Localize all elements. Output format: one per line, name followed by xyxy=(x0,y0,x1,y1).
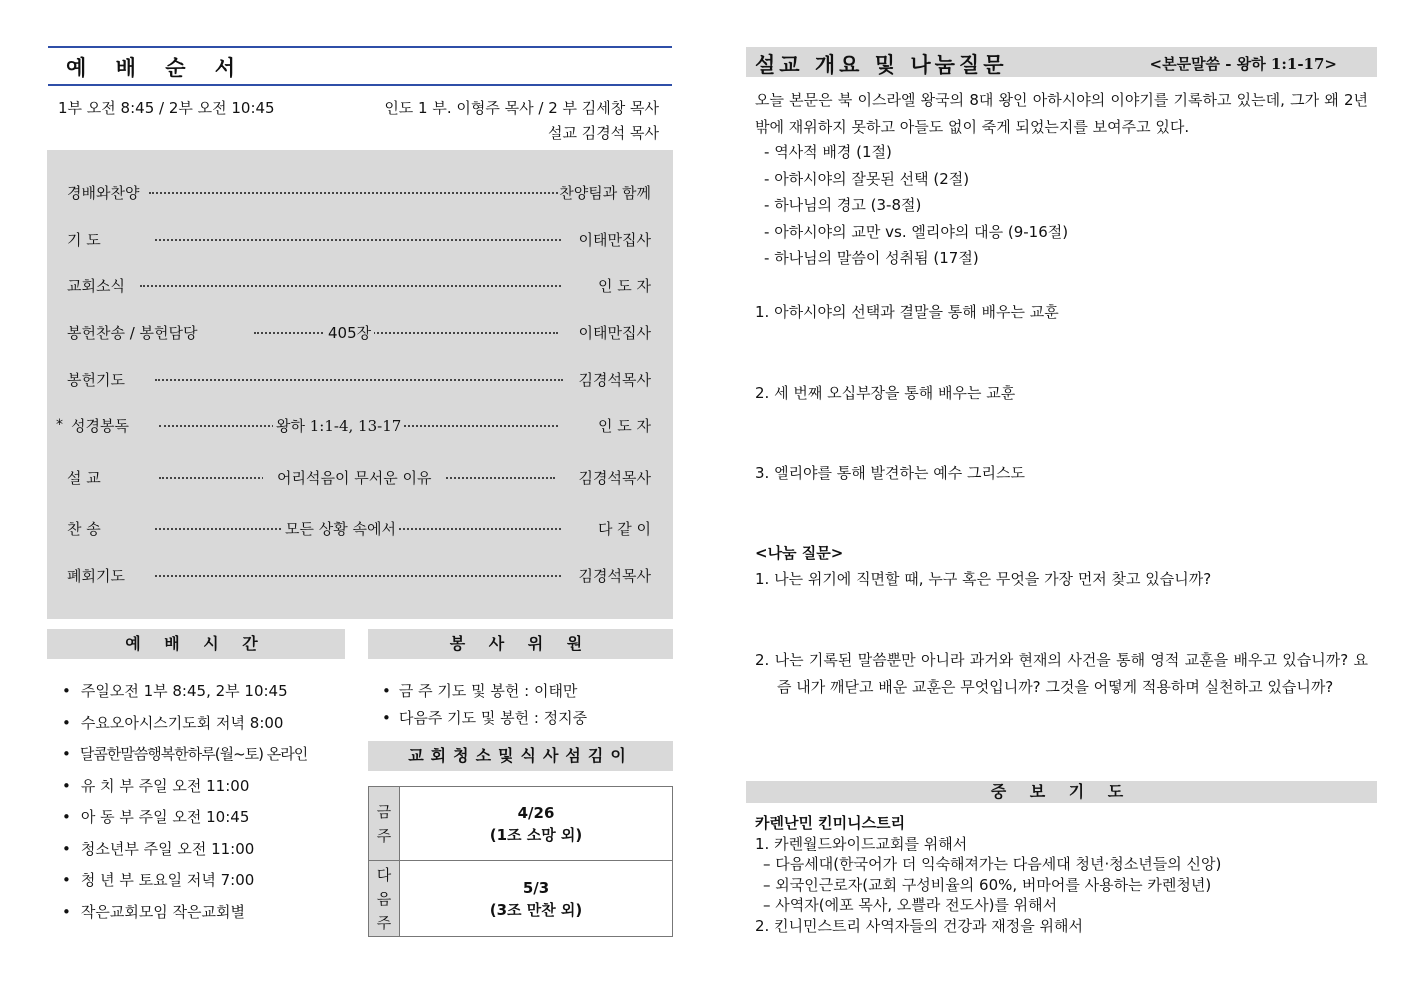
next-week-label xyxy=(369,861,400,936)
dotted-leader xyxy=(140,285,561,287)
lesson-point: 3. 엘리야를 통해 발견하는 예수 그리스도 xyxy=(755,464,1025,482)
outline-item: - 하나님의 경고 (3-8절) xyxy=(764,192,1068,219)
cleaning-team: (1조 소망 외) xyxy=(489,825,583,844)
order-item-detail: 405장 xyxy=(325,322,374,343)
service-committee-list xyxy=(382,678,587,732)
cleaning-date: 4/26 xyxy=(517,803,555,822)
sermon-line: 설교 김경석 목사 xyxy=(548,124,659,142)
outline-list xyxy=(764,139,1068,272)
order-item-name: 폐회기도 xyxy=(67,566,125,585)
order-row xyxy=(47,272,673,298)
sermon-outline-header xyxy=(746,47,1377,77)
cleaning-date: 5/3 xyxy=(522,878,550,897)
list-item: • 유 치 부 주일 오전 11:00 xyxy=(62,771,307,803)
order-item-value: 김경석목사 xyxy=(578,566,651,585)
dotted-leader xyxy=(149,192,558,194)
this-week-cell xyxy=(400,787,672,860)
worship-times-heading: 예 배 시 간 xyxy=(47,629,345,659)
order-item-name: 경배와찬양 xyxy=(67,183,140,202)
order-item-value: 이태만집사 xyxy=(578,323,651,342)
intercession-heading: 중 보 기 도 xyxy=(746,781,1377,803)
list-item: • 달콤한말씀행복한하루(월~토) 온라인 xyxy=(62,739,307,771)
label-char: 음 xyxy=(376,889,392,908)
worship-order-header xyxy=(48,46,672,86)
order-item-value: 찬양팀과 함께 xyxy=(559,183,651,202)
cleaning-team: (3조 만찬 외) xyxy=(489,900,583,919)
order-row xyxy=(47,515,673,541)
next-week-cell xyxy=(400,861,672,936)
order-row xyxy=(47,562,673,588)
lesson-point: 1. 아하시야의 선택과 결말을 통해 배우는 교훈 xyxy=(755,303,1059,321)
lesson-point: 2. 세 번째 오십부장을 통해 배우는 교훈 xyxy=(755,384,1016,402)
label-char: 주 xyxy=(376,826,392,845)
list-item: • 청 년 부 토요일 저녁 7:00 xyxy=(62,865,307,897)
list-item: • 금 주 기도 및 봉헌 : 이태만 xyxy=(382,678,587,705)
label-char: 다 xyxy=(376,865,392,884)
list-item: • 수요오아시스기도회 저녁 8:00 xyxy=(62,708,307,740)
order-item-name: 설 교 xyxy=(67,468,101,487)
dotted-leader xyxy=(254,332,558,334)
order-item-detail: 어리석음이 무서운 이유 xyxy=(263,467,445,488)
standing-mark: * xyxy=(56,417,63,433)
order-row xyxy=(47,464,673,490)
share-question-block xyxy=(755,647,1368,700)
outline-item: - 역사적 배경 (1절) xyxy=(764,139,1068,166)
prayer-subitem: – 사역자(에포 목사, 오쁠라 전도사)를 위해서 xyxy=(755,895,1221,916)
order-item-value: 김경석목사 xyxy=(578,370,651,389)
outline-item: - 아하시야의 교만 vs. 엘리야의 대응 (9-16절) xyxy=(764,219,1068,246)
dotted-leader xyxy=(155,379,563,381)
order-item-value: 이태만집사 xyxy=(578,230,651,249)
worship-order-box xyxy=(47,150,673,619)
order-item-detail: 왕하 1:1-4, 13-17 xyxy=(273,415,404,436)
share-questions-heading: <나눔 질문> xyxy=(755,544,844,562)
sermon-intro: 오늘 본문은 북 이스라엘 왕국의 8대 왕인 아하시야의 이야기를 기록하고 있는데, 그가 왜 2년밖에 재위하지 못하고 아들도 없이 죽게 되었는지를 보여주고 있다. xyxy=(755,91,1368,136)
worship-times-list xyxy=(62,676,307,928)
order-item-value: 인 도 자 xyxy=(597,416,651,435)
order-item-value: 인 도 자 xyxy=(597,276,651,295)
list-item: • 주일오전 1부 8:45, 2부 10:45 xyxy=(62,676,307,708)
intercession-list xyxy=(755,813,1221,937)
prayer-subitem: – 외국인근로자(교회 구성비율의 60%, 버마어를 사용하는 카렌청년) xyxy=(755,875,1221,896)
outline-item: - 하나님의 말씀이 성취됨 (17절) xyxy=(764,245,1068,272)
prayer-item: 1. 카렌월드와이드교회를 위해서 xyxy=(755,834,968,853)
outline-item: - 아하시야의 잘못된 선택 (2절) xyxy=(764,166,1068,193)
leader-line: 인도 1 부. 이형주 목사 / 2 부 김세창 목사 xyxy=(384,99,659,117)
service-committee-heading: 봉 사 위 원 xyxy=(368,629,673,659)
order-row xyxy=(47,179,673,205)
cleaning-heading: 교회청소및식사섬김이 xyxy=(368,741,673,771)
dotted-leader xyxy=(155,239,561,241)
order-item-name: 교회소식 xyxy=(67,276,125,295)
order-item-name: 기 도 xyxy=(67,230,101,249)
worship-order-title: 예 배 순 서 xyxy=(66,56,247,80)
order-item-value: 다 같 이 xyxy=(597,519,651,538)
list-item: • 청소년부 주일 오전 11:00 xyxy=(62,834,307,866)
sermon-outline-title: 설교 개요 및 나눔질문 xyxy=(755,53,1008,77)
service-times-line: 1부 오전 8:45 / 2부 오전 10:45 xyxy=(58,99,275,117)
list-item: • 다음주 기도 및 봉헌 : 정지중 xyxy=(382,705,587,732)
order-item-name: 봉헌찬송 / 봉헌담당 xyxy=(67,323,198,342)
list-item: • 작은교회모임 작은교회별 xyxy=(62,897,307,929)
share-question: 2. 나는 기록된 말씀뿐만 아니라 과거와 현재의 사건을 통해 영적 교훈을 배우고 있습니까? 요즘 내가 깨닫고 배운 교훈은 무엇입니까? 그것을 어떻게 적용하며 실천하고 있습니까? xyxy=(755,651,1368,696)
order-item-name: 성경봉독 xyxy=(71,416,129,435)
mission-title: 카렌난민 킨미니스트리 xyxy=(755,814,906,832)
order-row xyxy=(47,366,673,392)
order-item-value: 김경석목사 xyxy=(578,468,651,487)
this-week-label xyxy=(369,787,400,860)
order-row xyxy=(47,226,673,252)
dotted-leader xyxy=(155,575,561,577)
order-item-name: 봉헌기도 xyxy=(67,370,125,389)
order-row xyxy=(47,412,673,438)
order-item-name: 찬 송 xyxy=(67,519,101,538)
scripture-reference: <본문말씀 - 왕하 1:1-17> xyxy=(1149,55,1337,73)
list-item: • 아 동 부 주일 오전 10:45 xyxy=(62,802,307,834)
label-char: 금 xyxy=(376,802,392,821)
share-question: 1. 나는 위기에 직면할 때, 누구 혹은 무엇을 가장 먼저 찾고 있습니까? xyxy=(755,570,1212,588)
label-char: 주 xyxy=(376,913,392,932)
prayer-subitem: – 다음세대(한국어가 더 익숙해져가는 다음세대 청년·청소년들의 신앙) xyxy=(755,854,1221,875)
order-row xyxy=(47,319,673,345)
order-item-detail: 모든 상황 속에서 xyxy=(282,518,399,539)
prayer-item: 2. 킨니민스트리 사역자들의 건강과 재정을 위해서 xyxy=(755,916,1083,935)
cleaning-table xyxy=(368,786,673,937)
